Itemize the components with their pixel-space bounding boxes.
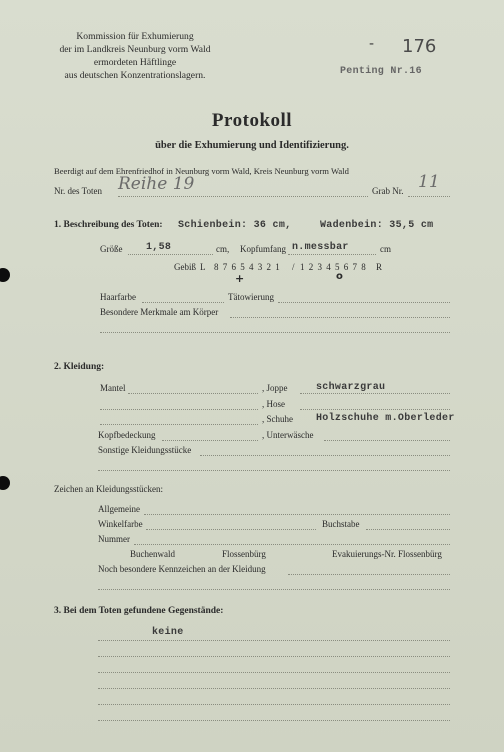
schuhe-value: Holzschuhe m.Oberleder (316, 413, 455, 424)
unit-cm2: cm (380, 244, 391, 254)
burial-line: Beerdigt auf dem Ehrenfriedhof in Neunburg vorm Wald, Kreis Neunburg vorm Wald (54, 166, 349, 176)
missing-tooth-mark: + (235, 272, 245, 285)
page-number: 176 (402, 36, 437, 57)
gegenstaende-line-5 (98, 704, 450, 705)
kopfumfang-label: Kopfumfang (240, 244, 286, 254)
gegenstaende-line-6 (98, 720, 450, 721)
wadenbein-value: Wadenbein: 35,5 cm (320, 220, 434, 231)
taetowierung-label: Tätowierung (228, 292, 274, 302)
merkmale-label: Besondere Merkmale am Körper (100, 307, 219, 317)
gebiss-right-marker: R (376, 262, 383, 272)
unterwaesche-line (324, 440, 450, 441)
page-title: Protokoll (211, 110, 293, 131)
commission-line: Kommission für Exhumierung (76, 31, 194, 42)
gegenstaende-line-3 (98, 672, 450, 673)
punch-hole-bottom (0, 476, 10, 490)
nr-toten-label: Nr. des Toten (54, 186, 102, 196)
commission-header (0, 30, 270, 82)
gegenstaende-line-1 (98, 640, 450, 641)
schuhe-label: , Schuhe (262, 414, 293, 424)
section2-heading: 2. Kleidung: (54, 362, 105, 372)
gebiss-left-teeth: 8 7 6 5 4 3 2 1 (214, 262, 281, 272)
blank-line (100, 409, 258, 410)
stamp-prefix: - (369, 36, 375, 52)
hose-label: , Hose (262, 399, 285, 409)
haarfarbe-line (142, 302, 224, 303)
kennzeichen-line-2 (98, 589, 450, 590)
gebiss-label: Gebiß (174, 262, 196, 272)
kopfumfang-line (288, 254, 376, 255)
kopfumfang-value: n.messbar (292, 242, 349, 253)
commission-line: aus deutschen Konzentrationslagern. (64, 70, 206, 81)
groesse-value: 1,58 (146, 242, 172, 253)
gebiss-separator: / (292, 262, 295, 272)
kopfbedeckung-label: Kopfbedeckung (98, 430, 156, 440)
grab-nr-value: 11 (418, 172, 440, 192)
nr-toten-line (118, 196, 368, 197)
blank-line (100, 424, 258, 425)
buchstabe-line (366, 529, 450, 530)
flossenbuerg-label: Flossenbürg (222, 549, 266, 559)
gegenstaende-line-4 (98, 688, 450, 689)
section1-heading: 1. Beschreibung des Toten: (54, 220, 163, 230)
mantel-label: Mantel (100, 383, 126, 393)
gegenstaende-value: keine (152, 627, 184, 638)
winkelfarbe-label: Winkelfarbe (98, 519, 143, 529)
grab-nr-line (408, 196, 450, 197)
schienbein-value: Schienbein: 36 cm, (178, 220, 292, 231)
hose-line (300, 409, 450, 410)
punch-hole-top (0, 268, 10, 282)
evakuierung-label: Evakuierungs-Nr. Flossenbürg (332, 549, 442, 559)
kennzeichen-line (288, 574, 450, 575)
joppe-value: schwarzgrau (316, 382, 386, 393)
winkelfarbe-line (146, 529, 316, 530)
gebiss-right-teeth: 1 2 3 4 5 6 7 8 (300, 262, 367, 272)
sonstige-line (200, 455, 450, 456)
grab-nr-label: Grab Nr. (372, 186, 404, 196)
sonstige-label: Sonstige Kleidungsstücke (98, 445, 192, 455)
haarfarbe-label: Haarfarbe (100, 292, 136, 302)
zeichen-heading: Zeichen an Kleidungsstücken: (54, 484, 163, 494)
unterwaesche-label: , Unterwäsche (262, 430, 314, 440)
mantel-line (128, 393, 258, 394)
taetowierung-line (278, 302, 450, 303)
buchstabe-label: Buchstabe (322, 519, 360, 529)
buchenwald-label: Buchenwald (130, 549, 175, 559)
groesse-line (128, 254, 213, 255)
allgemeine-label: Allgemeine (98, 504, 140, 514)
tooth-mark-circle: o (336, 271, 343, 282)
page-subtitle: über die Exhumierung und Identifizierung. (155, 140, 349, 151)
merkmale-line (230, 317, 450, 318)
kopfbedeckung-line (162, 440, 258, 441)
commission-line: ermordeten Häftlinge (93, 57, 177, 68)
gebiss-left-marker: L (200, 262, 206, 272)
joppe-line (300, 393, 450, 394)
commission-line: der im Landkreis Neunburg vorm Wald (59, 44, 211, 55)
unit-cm1: cm, (216, 244, 230, 254)
section3-heading: 3. Bei dem Toten gefundene Gegenstände: (54, 606, 224, 616)
allgemeine-line (144, 514, 450, 515)
nummer-line (134, 544, 450, 545)
sonstige-line-2 (98, 470, 450, 471)
penting-reference: Penting Nr.16 (340, 66, 422, 77)
nr-toten-value: Reihe 19 (118, 174, 195, 194)
nummer-label: Nummer (98, 534, 130, 544)
groesse-label: Größe (100, 244, 123, 254)
joppe-label: , Joppe (262, 383, 288, 393)
merkmale-line-2 (100, 332, 450, 333)
kennzeichen-label: Noch besondere Kennzeichen an der Kleidung (98, 564, 266, 574)
gegenstaende-line-2 (98, 656, 450, 657)
